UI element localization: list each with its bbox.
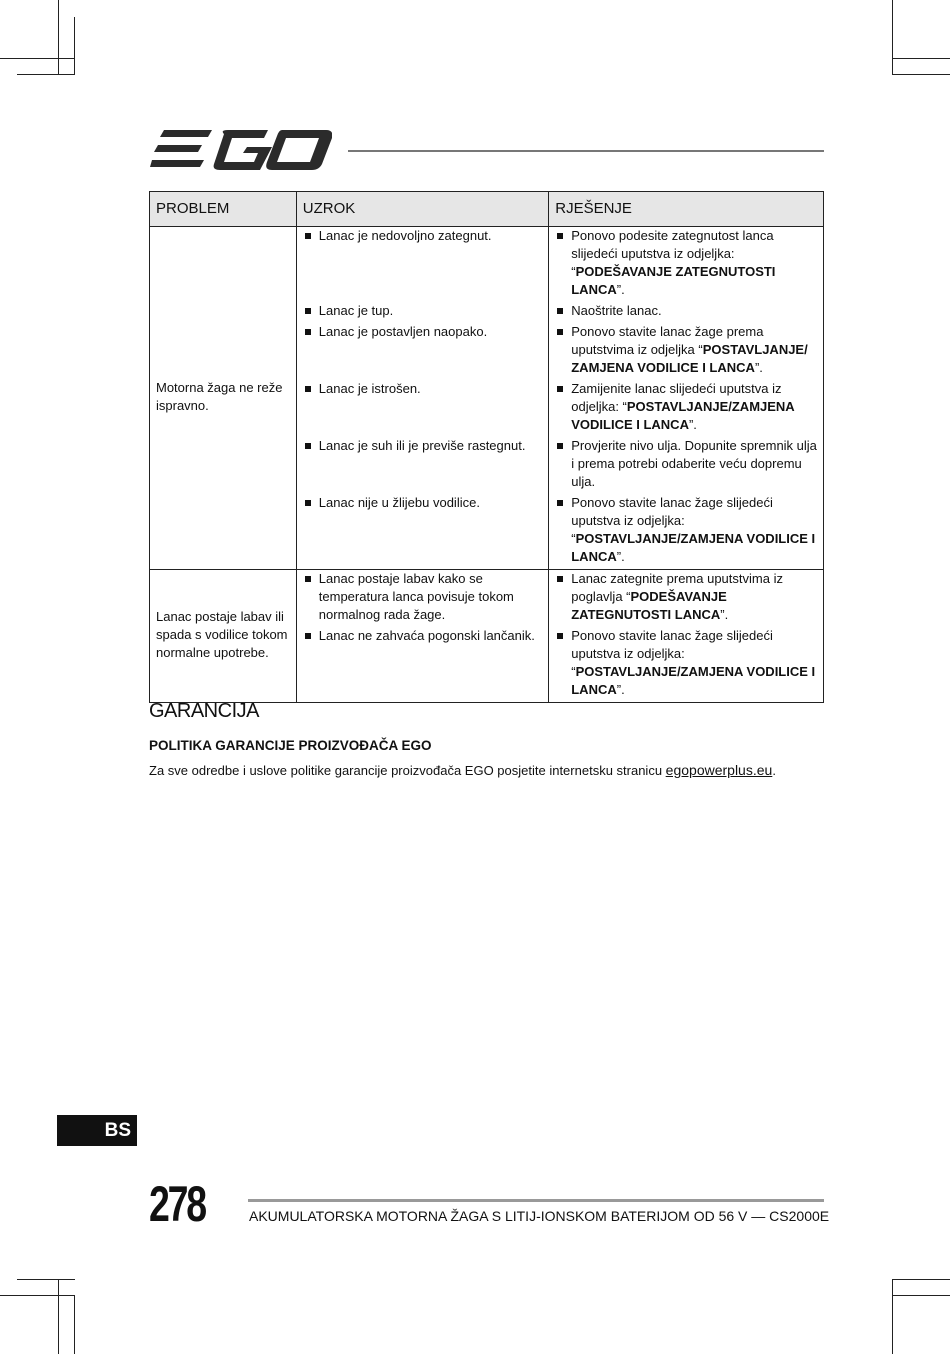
crop-mark [0, 58, 75, 59]
solution-text: Naoštrite lanac. [571, 303, 662, 318]
crop-mark [17, 1279, 75, 1280]
solution-cell [549, 437, 824, 494]
solution-text-end: ”. [688, 417, 697, 432]
solution-text: Provjerite nivo ulja. Dopunite spremnik ulja i prema potrebi odaberite veću dopremu ulja. [571, 438, 817, 489]
solution-text: Ponovo stavite lanac žage slijedeći uputstva iz odjeljka: “ [571, 495, 773, 546]
crop-mark [892, 74, 950, 75]
cause-text: Lanac je tup. [303, 302, 542, 320]
page-number: 278 [149, 1176, 205, 1232]
header-cause: UZROK [296, 192, 548, 227]
cause-text: Lanac je nedovoljno zategnut. [303, 227, 542, 245]
cause-cell [296, 227, 548, 303]
warranty-text: Za sve odredbe i uslove politike garancije proizvođača EGO posjetite internetsku stranicu [149, 763, 666, 778]
crop-mark [58, 0, 59, 75]
table-row [150, 227, 824, 303]
warranty-text-end: . [772, 763, 776, 778]
warranty-heading: GARANCIJA [149, 700, 259, 722]
crop-mark [892, 1280, 893, 1354]
crop-mark [892, 1279, 950, 1280]
troubleshooting-table [149, 191, 824, 703]
section-reference: POSTAVLJANJE/ZAMJENA VODILICE I LANCA [571, 399, 795, 432]
solution-text-end: ”. [754, 360, 763, 375]
cause-cell [296, 437, 548, 494]
crop-mark [58, 1280, 59, 1354]
warranty-paragraph [149, 762, 776, 778]
cause-cell [296, 627, 548, 703]
section-reference: POSTAVLJANJE/ZAMJENA VODILICE I LANCA [571, 664, 816, 697]
cause-text: Lanac postaje labav kako se temperatura lanca povisuje tokom normalnog rada žage. [303, 570, 542, 624]
cause-cell [296, 570, 548, 628]
section-reference: PODEŠAVANJE ZATEGNUTOSTI LANCA [571, 589, 727, 622]
header-rule [348, 150, 824, 152]
cause-cell [296, 302, 548, 323]
ego-logo [150, 128, 332, 172]
problem-cell: Lanac postaje labav ili spada s vodilice tokom normalne upotrebe. [150, 570, 297, 703]
warranty-subheading: POLITIKA GARANCIJE PROIZVOĐAČA EGO [149, 738, 432, 753]
section-reference: POSTAVLJANJE/ ZAMJENA VODILICE I LANCA [571, 342, 808, 375]
solution-cell [549, 494, 824, 570]
cause-cell [296, 323, 548, 380]
table-header-row [150, 192, 824, 227]
crop-mark [0, 1295, 75, 1296]
cause-text: Lanac je istrošen. [303, 380, 542, 398]
solution-text-end: ”. [616, 682, 625, 697]
header-solution: RJEŠENJE [549, 192, 824, 227]
language-tab: BS [57, 1115, 137, 1146]
solution-text: Zamijenite lanac slijedeći uputstva iz odjeljka: “ [571, 381, 782, 414]
solution-cell [549, 570, 824, 628]
crop-mark [892, 58, 950, 59]
footer-rule [248, 1199, 824, 1202]
solution-text-end: ”. [720, 607, 729, 622]
section-reference: POSTAVLJANJE/ZAMJENA VODILICE I LANCA [571, 531, 816, 564]
solution-text: Lanac zategnite prema uputstvima iz poglavlja “ [571, 571, 783, 604]
solution-text: Ponovo podesite zategnutost lanca slijedeći uputstva iz odjeljka: “ [571, 228, 774, 279]
solution-text-end: ”. [616, 282, 625, 297]
solution-cell [549, 302, 824, 323]
crop-mark [892, 1295, 950, 1296]
solution-cell [549, 323, 824, 380]
cause-text: Lanac ne zahvaća pogonski lančanik. [303, 627, 542, 645]
solution-cell [549, 227, 824, 303]
crop-mark [892, 0, 893, 75]
cause-text: Lanac nije u žlijebu vodilice. [303, 494, 542, 512]
header-problem: PROBLEM [150, 192, 297, 227]
solution-text: Ponovo stavite lanac žage prema uputstvima iz odjeljka “ [571, 324, 764, 357]
cause-text: Lanac je suh ili je previše rastegnut. [303, 437, 542, 455]
footer-doc-title: AKUMULATORSKA MOTORNA ŽAGA S LITIJ-IONSKOM BATERIJOM OD 56 V — CS2000E [249, 1208, 830, 1224]
cause-cell [296, 380, 548, 437]
crop-mark [74, 17, 75, 75]
warranty-link[interactable]: egopowerplus.eu [665, 762, 773, 778]
cause-cell [296, 494, 548, 570]
table-row [150, 570, 824, 628]
crop-mark [17, 74, 75, 75]
cause-text: Lanac je postavljen naopako. [303, 323, 542, 341]
section-reference: PODEŠAVANJE ZATEGNUTOSTI LANCA [571, 264, 776, 297]
solution-cell [549, 627, 824, 703]
solution-text-end: ”. [616, 549, 625, 564]
crop-mark [74, 1296, 75, 1354]
problem-cell: Motorna žaga ne reže ispravno. [150, 227, 297, 570]
solution-cell [549, 380, 824, 437]
solution-text: Ponovo stavite lanac žage slijedeći uputstva iz odjeljka: “ [571, 628, 773, 679]
